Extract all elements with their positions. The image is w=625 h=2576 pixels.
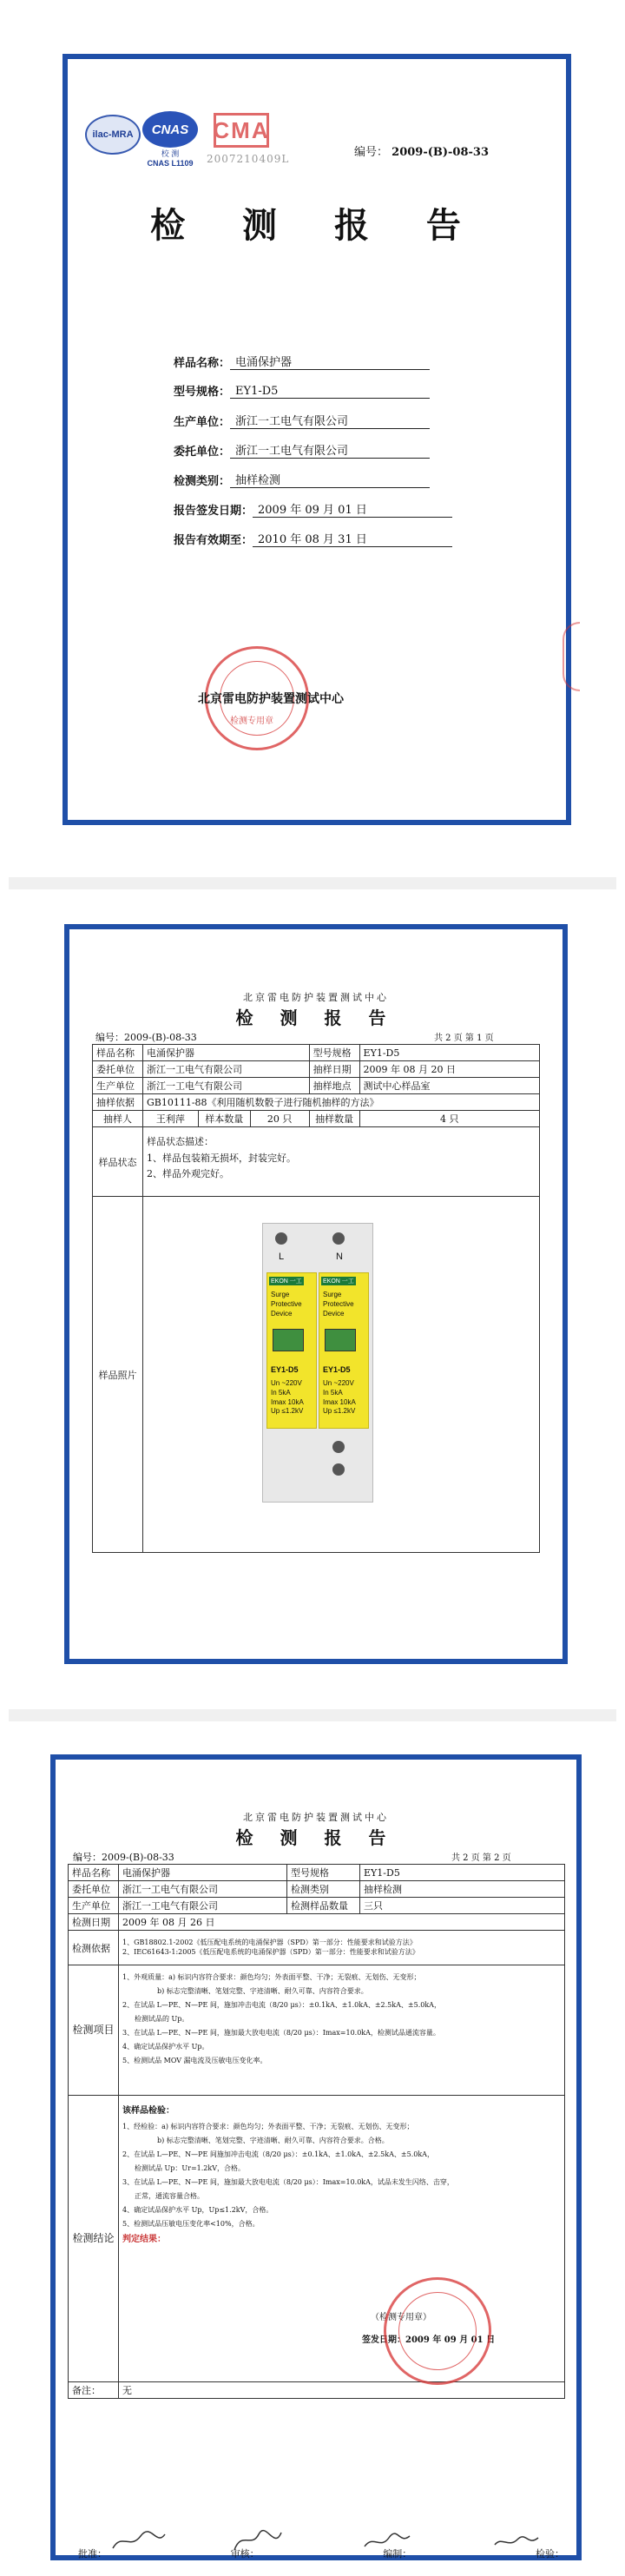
report-number-label: 编号：: [354, 146, 389, 159]
brand-label: EKON 一工: [323, 1278, 354, 1285]
sample-state-cell: [142, 1127, 539, 1197]
conclusion-item: 2、在试品 L—PE、N—PE 间施加冲击电流（8/20 μs）：±0.1kA、±1.0kA、±2.5kA、±5.0kA，: [122, 2150, 434, 2158]
seal-inner-text: 检测专用章: [230, 717, 273, 726]
ilac-mra-logo: [85, 115, 141, 155]
field-value: 浙江一工电气有限公司: [230, 441, 430, 459]
cell-value: 浙江一工电气有限公司: [119, 1881, 287, 1898]
report-page-1: [64, 924, 568, 1664]
report-number: [354, 142, 489, 159]
conclusion-item: b) 标志完整清晰、笔划完整、字迹清晰、耐久可靠、内容符合要求。合格。: [157, 2137, 389, 2144]
table-row: [93, 1127, 540, 1197]
status-window: [273, 1329, 304, 1351]
conclusion-item: 检测试品 Up：Ur=1.2kV，合格。: [135, 2164, 246, 2172]
approve-label: 批准：: [78, 2548, 107, 2559]
cell-label: 备注：: [69, 2382, 119, 2399]
conclusion-item: 3、在试品 L—PE、N—PE 间，施加最大放电电流（8/20 μs）：Imax=10.0kA，试品未发生闪络、击穿，: [122, 2178, 454, 2186]
state-item: 2、样品外观完好。: [146, 1168, 229, 1180]
field-label: 样品名称：: [174, 357, 231, 370]
approve-signature: [78, 2546, 107, 2560]
basis-cell: [119, 1931, 565, 1965]
report-title: 检 测 报 告: [235, 1007, 397, 1028]
field-value: 抽样检测: [230, 471, 430, 488]
report-title: 检 测 报 告: [150, 205, 484, 246]
field-sample-name: [174, 353, 430, 370]
test-result-table: [68, 1864, 565, 2399]
model-label: EY1-D5: [323, 1365, 351, 1374]
conclusion-cell: [119, 2096, 565, 2382]
field-manufacturer: [174, 412, 430, 429]
product-desc: Surge Protective Device: [323, 1291, 354, 1318]
field-model: [174, 382, 430, 399]
cma-number: 2007210409L: [207, 153, 290, 165]
field-valid-until: [174, 530, 452, 547]
cell-value: 无: [119, 2382, 565, 2399]
product-desc: Surge Protective Device: [271, 1291, 302, 1318]
cell-label: 样品名称: [69, 1865, 119, 1881]
test-item: 5、检测试品 MOV 漏电流及压敏电压变化率。: [122, 2057, 267, 2064]
table-row: [69, 1898, 565, 1914]
brand-label: EKON 一工: [271, 1278, 302, 1285]
cell-value: GB10111-88《利用随机数骰子进行随机抽样的方法》: [142, 1094, 539, 1111]
pole-n-label: N: [336, 1252, 343, 1262]
verdict-label: 判定结果：: [122, 2235, 166, 2244]
items-cell: [119, 1965, 565, 2096]
spec-line: Up ≤1.2kV: [271, 1407, 304, 1416]
spec-line: Un ~220V: [271, 1379, 302, 1387]
conclusion-item: 1、经检验：a) 标识内容符合要求：颜色均匀；外表面平整、干净；无裂痕、无划伤、无变形；: [122, 2123, 414, 2130]
cell-label: 抽样地点: [309, 1078, 359, 1094]
cell-value: EY1-D5: [360, 1865, 565, 1881]
cell-label: 委托单位: [69, 1881, 119, 1898]
conclusion-title: 该样品检验：: [122, 2106, 174, 2116]
spec-block: [323, 1379, 356, 1417]
table-row: [93, 1061, 540, 1078]
cell-value: 测试中心样品室: [359, 1078, 539, 1094]
table-row: [93, 1045, 540, 1061]
testing-center-header: 北京雷电防护装置测试中心: [243, 992, 389, 1003]
test-item: b) 标志完整清晰、笔划完整、字迹清晰、耐久可靠、内容符合要求。: [157, 1987, 368, 1995]
terminal-screw-icon: [275, 1232, 287, 1245]
stamp-label: （检测专用章）: [371, 2313, 431, 2322]
page-separator: [9, 877, 616, 889]
page-counter: 共 2 页 第 1 页: [434, 1034, 494, 1043]
test-item: 2、在试品 L—PE、N—PE 间，施加冲击电流（8/20 μs）：±0.1kA、±1.0kA、±2.5kA、±5.0kA，: [122, 2001, 441, 2009]
report-page-2: [50, 1754, 582, 2560]
cell-label: 样品照片: [93, 1197, 143, 1553]
official-seal: [384, 2277, 491, 2385]
terminal-screw-icon: [332, 1463, 345, 1476]
cnas-caption-no: CNAS L1109: [147, 159, 194, 168]
spec-line: Imax 10kA: [323, 1397, 356, 1406]
cell-label: 样品名称: [93, 1045, 143, 1061]
terminal-screw-icon: [332, 1232, 345, 1245]
test-item: 1、外观质量：a) 标识内容符合要求：颜色均匀；外表面平整、干净；无裂痕、无划伤、无变形；: [122, 1973, 421, 1981]
table-row: [93, 1094, 540, 1111]
spd-module-n: [319, 1272, 369, 1429]
compile-label: 编制：: [383, 2548, 412, 2559]
table-row: [93, 1078, 540, 1094]
page-separator: [9, 1709, 616, 1721]
cell-label: 检测依据: [69, 1931, 119, 1965]
cell-label: 检测项目: [69, 1965, 119, 2096]
field-label: 委托单位：: [174, 446, 231, 459]
field-value: 2010 年 08 月 31 日: [253, 530, 452, 547]
field-value: 电涌保护器: [230, 353, 430, 370]
cell-value: 浙江一工电气有限公司: [142, 1078, 309, 1094]
spec-line: Un ~220V: [323, 1379, 354, 1387]
field-issue-date: [174, 500, 452, 518]
report-number-value: 2009-(B)-08-33: [391, 146, 489, 159]
conclusion-item: 5、检测试品压敏电压变化率<10%，合格。: [122, 2220, 260, 2228]
cma-logo: [214, 113, 269, 148]
field-test-type: [174, 471, 430, 488]
table-row: [69, 2382, 565, 2399]
conclusion-item: 4、确定试品保护水平 Up，Up≤1.2kV，合格。: [122, 2206, 273, 2214]
basis-line: 1、GB18802.1-2002《低压配电系统的电涌保护器（SPD）第一部分：性能要求和试验方法》: [122, 1938, 417, 1946]
cell-label: 型号规格: [309, 1045, 359, 1061]
table-row: [69, 1931, 565, 1965]
table-row: [69, 1914, 565, 1931]
cell-value: 王利萍: [142, 1111, 198, 1127]
cell-value: 2009 年 08 月 26 日: [119, 1914, 565, 1931]
table-row: [93, 1111, 540, 1127]
cell-label: 样品状态: [93, 1127, 143, 1197]
test-item: 检测试品的 Up。: [135, 2015, 189, 2023]
cell-label: 委托单位: [93, 1061, 143, 1078]
state-item: 1、样品包装箱无损坏，封装完好。: [146, 1152, 296, 1164]
cell-label: 抽样依据: [93, 1094, 143, 1111]
cell-value: 20 只: [250, 1111, 309, 1127]
handwritten-signatures: [104, 2524, 556, 2559]
cell-label: 抽样人: [93, 1111, 143, 1127]
testing-center-name: 北京雷电防护装置测试中心: [198, 692, 344, 706]
cell-value: 三只: [360, 1898, 565, 1914]
spd-module-l: [266, 1272, 317, 1429]
field-client: [174, 441, 430, 459]
terminal-screw-icon: [332, 1441, 345, 1453]
report-number: 编号：2009-(B)-08-33: [95, 1032, 197, 1043]
cell-value: 浙江一工电气有限公司: [119, 1898, 287, 1914]
field-label: 报告签发日期：: [174, 505, 253, 518]
field-value: EY1-D5: [230, 385, 430, 399]
partial-seal-edge: [562, 622, 580, 691]
report-title: 检 测 报 告: [235, 1827, 397, 1848]
cma-text: CMA: [213, 116, 270, 143]
field-label: 型号规格：: [174, 386, 231, 399]
cell-label: 生产单位: [93, 1078, 143, 1094]
cell-label: 检测样品数量: [287, 1898, 360, 1914]
spec-line: Imax 10kA: [271, 1397, 304, 1406]
cell-label: 样本数量: [198, 1111, 250, 1127]
state-title: 样品状态描述：: [146, 1136, 214, 1147]
cell-value: EY1-D5: [359, 1045, 539, 1061]
spec-line: In 5kA: [323, 1388, 343, 1397]
spec-line: Up ≤1.2kV: [323, 1407, 356, 1416]
testing-center-header: 北京雷电防护装置测试中心: [243, 1812, 389, 1823]
spec-line: In 5kA: [271, 1388, 291, 1397]
inspect-label: 检验：: [535, 2548, 564, 2559]
cell-label: 型号规格: [287, 1865, 360, 1881]
spec-block: [271, 1379, 304, 1417]
status-window: [325, 1329, 356, 1351]
cnas-caption: [139, 148, 201, 168]
table-row: [69, 1881, 565, 1898]
table-row: [69, 1965, 565, 2096]
page-counter: 共 2 页 第 2 页: [451, 1853, 511, 1863]
review-label: 审核：: [230, 2548, 260, 2559]
issue-date: 签发日期：2009 年 09 月 01 日: [362, 2335, 496, 2345]
model-label: EY1-D5: [271, 1365, 299, 1374]
cell-label: 抽样日期: [309, 1061, 359, 1078]
cell-value: 抽样检测: [360, 1881, 565, 1898]
cnas-caption-cn: 校 测: [161, 149, 180, 158]
conclusion-item: 正常，通流容量合格。: [135, 2192, 204, 2200]
cnas-text: CNAS: [151, 122, 189, 137]
cell-label: 生产单位: [69, 1898, 119, 1914]
product-photo: [262, 1223, 373, 1503]
cell-label: 检测类别: [287, 1881, 360, 1898]
cell-value: 电涌保护器: [142, 1045, 309, 1061]
ilac-mra-text: ilac-MRA: [92, 129, 134, 140]
field-label: 检测类别：: [174, 475, 231, 488]
test-item: 4、确定试品保护水平 Up。: [122, 2043, 209, 2051]
field-value: 2009 年 09 月 01 日: [253, 500, 452, 518]
report-cover-page: [62, 54, 571, 825]
cell-value: 2009 年 08 月 20 日: [359, 1061, 539, 1078]
cell-value: 电涌保护器: [119, 1865, 287, 1881]
pole-l-label: L: [279, 1252, 285, 1262]
basis-line: 2、IEC61643-1:2005《低压配电系统的电涌保护器（SPD）第一部分：性能要求和试验方法》: [122, 1947, 419, 1956]
field-label: 生产单位：: [174, 416, 231, 429]
report-number: 编号：2009-(B)-08-33: [73, 1852, 174, 1863]
cell-label: 检测日期: [69, 1914, 119, 1931]
cell-label: 检测结论: [69, 2096, 119, 2382]
field-value: 浙江一工电气有限公司: [230, 412, 430, 429]
test-item: 3、在试品 L—PE、N—PE 间，施加最大放电电流（8/20 μs）：Imax=10.0kA，检测试品通流容量。: [122, 2029, 440, 2037]
cell-label: 抽样数量: [309, 1111, 359, 1127]
cell-value: 4 只: [359, 1111, 539, 1127]
cell-value: 浙江一工电气有限公司: [142, 1061, 309, 1078]
table-row: [69, 1865, 565, 1881]
cnas-logo: [142, 111, 198, 148]
field-label: 报告有效期至：: [174, 534, 253, 547]
